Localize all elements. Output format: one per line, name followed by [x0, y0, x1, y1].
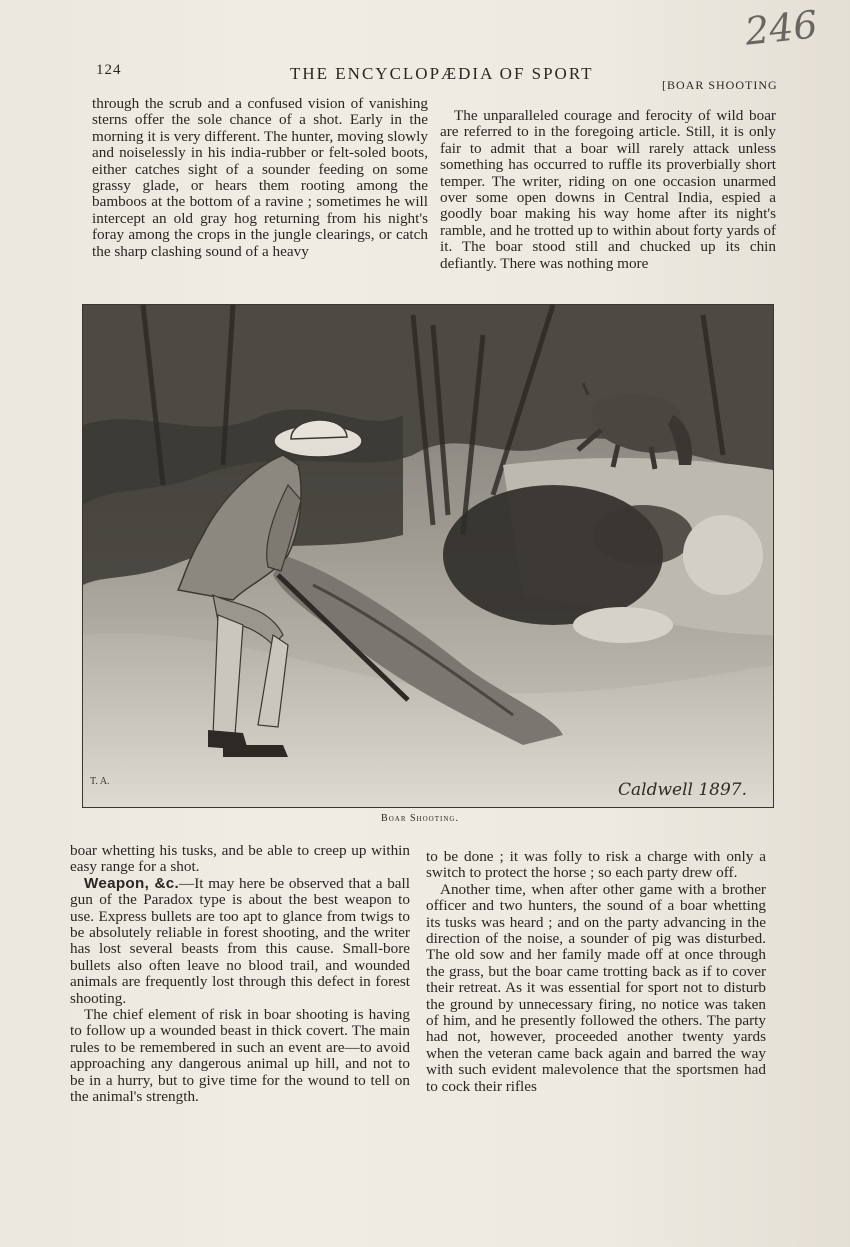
running-title: THE ENCYCLOPÆDIA OF SPORT — [290, 64, 594, 83]
paragraph: The chief element of risk in boar shooting is having to follow up a wounded beast in thick covert. The main rules to be remembered in such an event are—to avoid approaching any dangerous animal up hill, and not to be in a hurry, but to give time for the wound to tell on the animal's strength. — [70, 1006, 410, 1106]
page-number: 124 — [96, 62, 122, 78]
engraving-image — [83, 305, 773, 807]
handwritten-page-number: 246 — [742, 2, 820, 54]
column-bottom-right — [426, 849, 766, 1095]
artist-signature: Caldwell 1897. — [618, 780, 748, 800]
paragraph-text: —It may here be observed that a ball gun of the Paradox type is about the best weapon to use. Express bullets are too apt to glance from twigs to be absolutely reliable in forest shooting, and the writer has lost several beasts from this cause. Small-bore bullets also often leave no blood trail, and wounded animals are frequently lost through this defect in forest shooting. — [70, 874, 410, 1007]
paragraph: to be done ; it was folly to risk a charge with only a switch to protect the horse ; so each party drew off. — [426, 848, 766, 882]
column-top-left — [92, 96, 428, 260]
paragraph: boar whetting his tusks, and be able to creep up within easy range for a shot. — [70, 842, 410, 876]
column-bottom-left — [70, 843, 410, 1106]
paragraph-weapon — [70, 876, 410, 1007]
section-heading: Weapon, &c. — [84, 874, 180, 892]
paragraph: The unparalleled courage and ferocity of wild boar are referred to in the foregoing article. Still, it is only fair to admit that a boar will rarely attack unless something has occurred to ruffle its proverbially short temper. The writer, riding on one occasion unarmed over some open downs in Central India, espied a goodly boar making his way home after its night's ramble, and he trotted up to within about forty yards of it. The boar stood still and chucked up its chin defiantly. There was nothing more — [440, 107, 776, 272]
section-title: [BOAR SHOOTING — [662, 78, 778, 92]
paragraph: through the scrub and a confused vision of vanishing sterns offer the sole chance of a shot. Early in the morning it is very different. The hunter, moving slowly and noiselessly in his india-rubber or felt-soled boots, either catches sight of a sounder feeding on some grassy glade, or hears them rooting among the bamboos at the bottom of a ravine ; sometimes he will intercept an old gray hog returning from his night's foray among the crops in the jungle clearings, or catch the sharp clashing sound of a heavy — [92, 95, 428, 260]
boar-shooting-illustration — [82, 304, 774, 808]
column-top-right — [440, 108, 776, 272]
engraver-monogram: T. A. — [90, 776, 110, 787]
paragraph: Another time, when after other game with a brother officer and two hunters, the sound of a boar whetting its tusks was heard ; and on the party advancing in the direction of the noise, a sounder of pig was disturbed. The old sow and her family made off at once through the grass, but the boar came trotting back as if to cover their retreat. As it was essential for sport not to disturb the ground by unnecessary firing, no notice was taken of him, and he presently followed the others. The party had not, however, proceeded another twenty yards when the veteran came back again and barred the way with such evident malevolence that the sportsmen had to cock their rifles — [426, 880, 766, 1095]
illustration-caption: Boar Shooting. — [381, 813, 459, 824]
